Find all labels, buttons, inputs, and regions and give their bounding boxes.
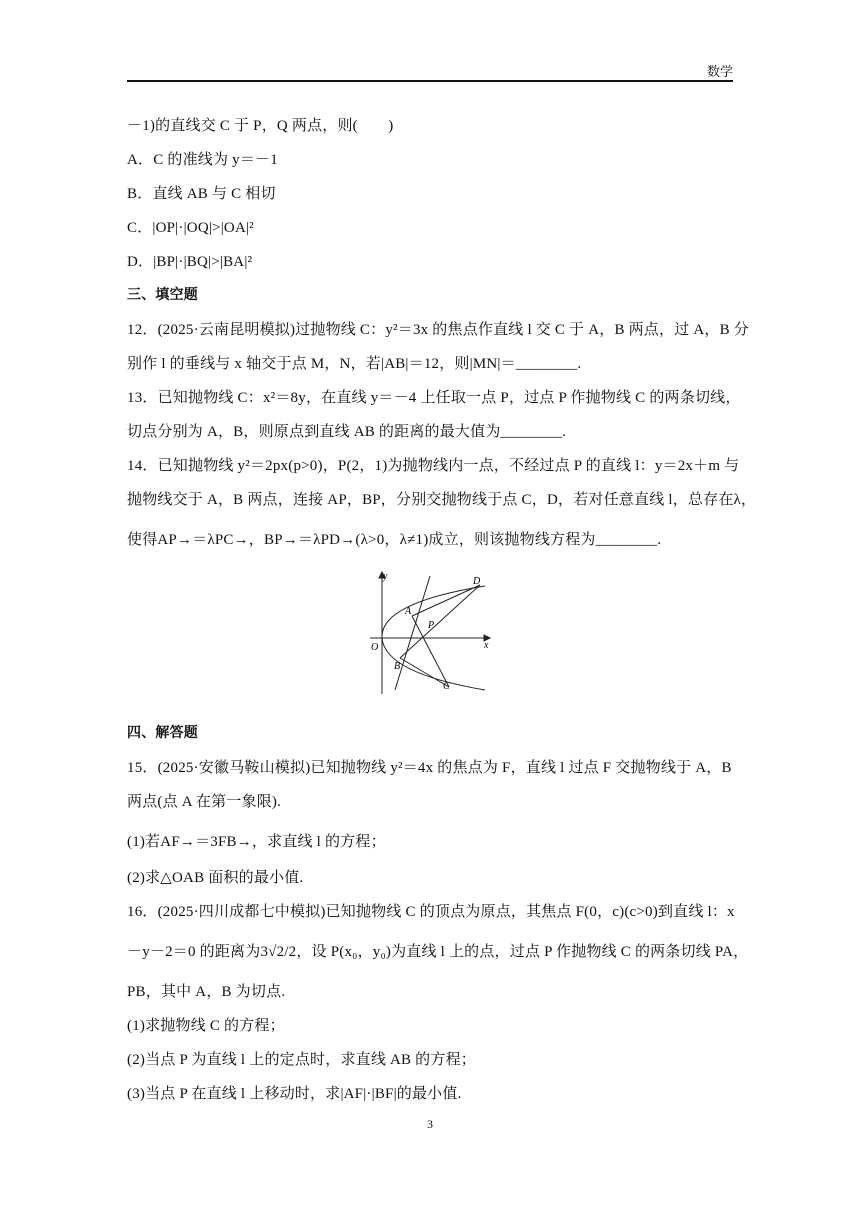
q16-part2: (2)当点 P 为直线 l 上的定点时，求直线 AB 的方程； xyxy=(127,1052,476,1068)
q13-line2: 切点分别为 A，B，则原点到直线 AB 的距离的最大值为________. xyxy=(127,424,567,440)
header-subject: 数学 xyxy=(706,64,733,79)
q15-part2: (2)求△OAB 面积的最小值. xyxy=(127,870,304,886)
q13-line1: 13．已知抛物线 C：x²＝8y，在直线 y＝－4 上任取一点 P，过点 P 作抛物线 C 的两条切线， xyxy=(127,390,741,406)
q16-part3: (3)当点 P 在直线 l 上移动时，求|AF|·|BF|的最小值. xyxy=(127,1086,462,1102)
q14-line3: 使得AP→＝λPC→，BP→＝λPD→(λ>0，λ≠1)成立，则该抛物线方程为________. xyxy=(127,532,662,548)
label-x: x xyxy=(484,640,489,651)
header-rule xyxy=(127,80,733,82)
q15-part1: (1)若AF→＝3FB→，求直线 l 的方程； xyxy=(127,834,386,850)
label-o: O xyxy=(371,642,379,653)
section-title-fill-in: 三、填空题 xyxy=(127,287,198,303)
q14-line2: 抛物线交于 A，B 两点，连接 AP，BP，分别交抛物线于点 C，D，若对任意直线 l，总存在λ， xyxy=(127,492,757,508)
q11-option-b: B．直线 AB 与 C 相切 xyxy=(127,186,276,202)
label-d: D xyxy=(473,576,481,587)
q11-option-c: C．|OP|·|OQ|>|OA|² xyxy=(127,220,254,236)
label-c: C xyxy=(443,681,450,692)
q11-option-d: D．|BP|·|BQ|>|BA|² xyxy=(127,254,253,270)
section-title-solutions: 四、解答题 xyxy=(127,725,198,741)
page-number: 3 xyxy=(427,1117,433,1131)
q15-line1: 15．(2025·安徽马鞍山模拟)已知抛物线 y²＝4x 的焦点为 F，直线 l 过点 F 交抛物线于 A，B xyxy=(127,760,732,776)
label-p: P xyxy=(428,620,435,631)
q16-part1: (1)求抛物线 C 的方程； xyxy=(127,1018,285,1034)
q14-line1: 14．已知抛物线 y²＝2px(p>0)，P(2，1)为抛物线内一点，不经过点 P 的直线 l：y＝2x＋m 与 xyxy=(127,458,740,474)
line-bd xyxy=(400,585,480,658)
q11-option-a: A．C 的准线为 y＝－1 xyxy=(127,152,278,168)
label-y: y xyxy=(383,571,388,582)
q16-line1: 16．(2025·四川成都七中模拟)已知抛物线 C 的顶点为原点，其焦点 F(0，c)(c>0)到直线 l：x xyxy=(127,904,735,920)
label-a: A xyxy=(405,606,412,617)
label-b: B xyxy=(394,661,401,672)
q12-line2: 别作 l 的垂线与 x 轴交于点 M，N，若|AB|＝12，则|MN|＝________. xyxy=(127,356,582,372)
q16-line2: －y－2＝0 的距离为3√2/2，设 P(x₀，y₀)为直线 l 上的点，过点 P 作抛物线 C 的两条切线 PA， xyxy=(127,944,749,960)
q15-line2: 两点(点 A 在第一象限). xyxy=(127,794,282,810)
q16-line3: PB，其中 A，B 为切点. xyxy=(127,984,286,1000)
q14-parabola-figure xyxy=(360,568,495,698)
q11-stem: －1)的直线交 C 于 P，Q 两点，则( ) xyxy=(127,118,394,134)
q12-line1: 12．(2025·云南昆明模拟)过抛物线 C：y²＝3x 的焦点作直线 l 交 C 于 A，B 两点，过 A，B 分 xyxy=(127,322,749,338)
